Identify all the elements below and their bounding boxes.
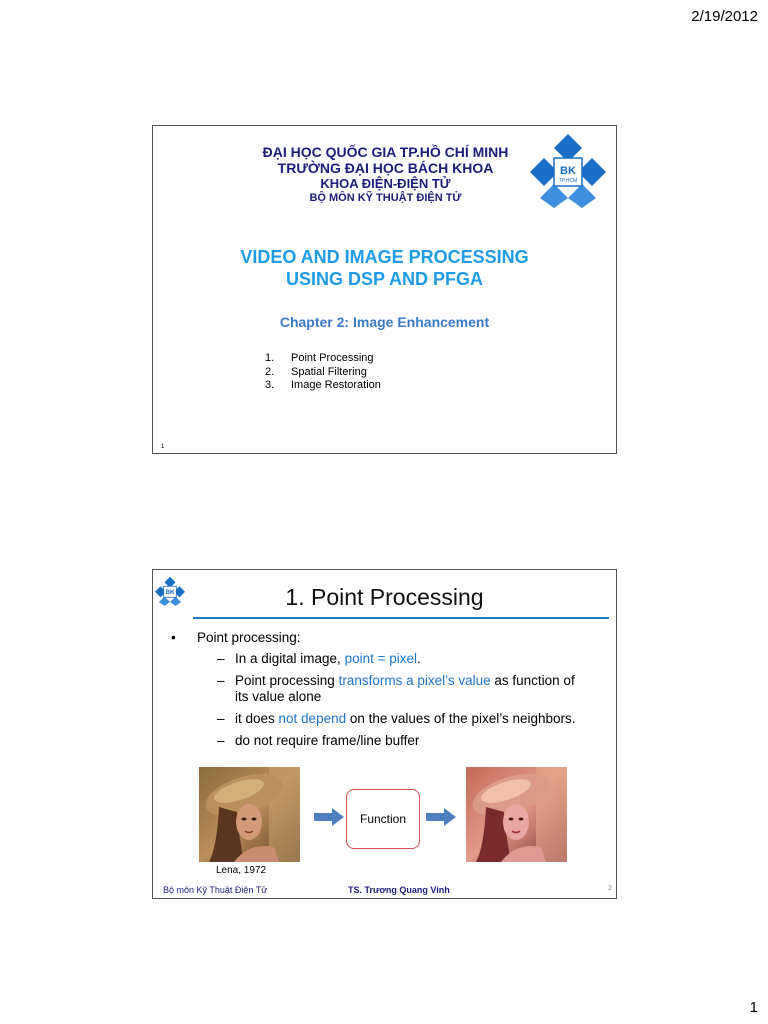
- bk-logo-text: BK: [560, 165, 576, 177]
- sub-bullet: [217, 711, 606, 727]
- toc-item: [265, 379, 381, 393]
- sub-bullet: [217, 651, 606, 667]
- course-title: [153, 246, 616, 290]
- slide-title: 1. Point Processing: [285, 584, 484, 610]
- slide-number: 2: [608, 885, 612, 892]
- dash-marker: –: [217, 733, 225, 748]
- toc-label: Spatial Filtering: [291, 365, 367, 378]
- department-name: BỘ MÔN KỸ THUẬT ĐIỆN TỬ: [309, 192, 462, 204]
- course-title-line2: USING DSP AND PFGA: [285, 269, 484, 289]
- title-rule: [193, 617, 609, 619]
- lena-processed-image: [466, 767, 567, 862]
- toc-number: 2.: [265, 365, 275, 378]
- bullet-list: [171, 630, 606, 755]
- bk-logo: [530, 132, 606, 208]
- lena-original-image: [199, 767, 300, 862]
- bk-logo-subtext: TP.HCM: [558, 178, 578, 184]
- sub-bullet-text: it does not depend on the values of the pixel’s neighbors.: [235, 711, 576, 726]
- bullet-marker: •: [171, 630, 176, 645]
- bullet-main: [171, 630, 606, 645]
- sub-bullet-text: Point processing transforms a pixel’s value as function of its value alone: [235, 673, 575, 704]
- highlight-text: transforms a pixel’s value: [338, 673, 491, 688]
- university-name: ĐẠI HỌC QUỐC GIA TP.HỒ CHÍ MINH: [262, 144, 509, 160]
- highlight-text: point = pixel: [344, 651, 417, 666]
- page-number: 1: [749, 999, 758, 1016]
- toc-item: [265, 366, 381, 380]
- faculty-name: KHOA ĐIỆN-ĐIỆN TỬ: [320, 176, 451, 191]
- chapter-title: Chapter 2: Image Enhancement: [279, 314, 490, 330]
- slide-2: [152, 569, 617, 899]
- toc-label: Image Restoration: [291, 379, 381, 391]
- arrow-right-icon: [426, 808, 456, 826]
- course-title-line1: VIDEO AND IMAGE PROCESSING: [240, 247, 529, 267]
- dash-marker: –: [217, 673, 225, 688]
- function-label: Function: [359, 812, 407, 826]
- function-box: [346, 789, 420, 849]
- footer-author: TS. Trương Quang Vinh: [348, 885, 450, 895]
- dash-marker: –: [217, 711, 225, 726]
- toc-number: 3.: [265, 379, 275, 391]
- dash-marker: –: [217, 651, 225, 666]
- image-caption: Lena, 1972: [216, 865, 267, 876]
- page-date: 2/19/2012: [691, 8, 758, 25]
- sub-bullet: [217, 673, 606, 705]
- sub-bullet-text: do not require frame/line buffer: [235, 733, 420, 748]
- toc-number: 1.: [265, 352, 275, 364]
- arrow-right-icon: [314, 808, 344, 826]
- sub-bullet: [217, 733, 606, 749]
- school-name: TRƯỜNG ĐẠI HỌC BÁCH KHOA: [277, 160, 494, 176]
- bullet-main-text: Point processing:: [197, 630, 301, 645]
- sub-bullet-text: In a digital image, point = pixel.: [235, 651, 421, 666]
- footer-department: Bộ môn Kỹ Thuật Điện Tử: [163, 885, 268, 895]
- table-of-contents: [265, 352, 381, 393]
- toc-label: Point Processing: [291, 352, 374, 364]
- slide-1: [152, 125, 617, 454]
- university-header: [213, 144, 558, 205]
- slide-number: 1: [161, 444, 165, 450]
- highlight-text: not depend: [278, 711, 347, 726]
- toc-item: [265, 352, 381, 366]
- bk-logo-small-text: BK: [165, 589, 175, 597]
